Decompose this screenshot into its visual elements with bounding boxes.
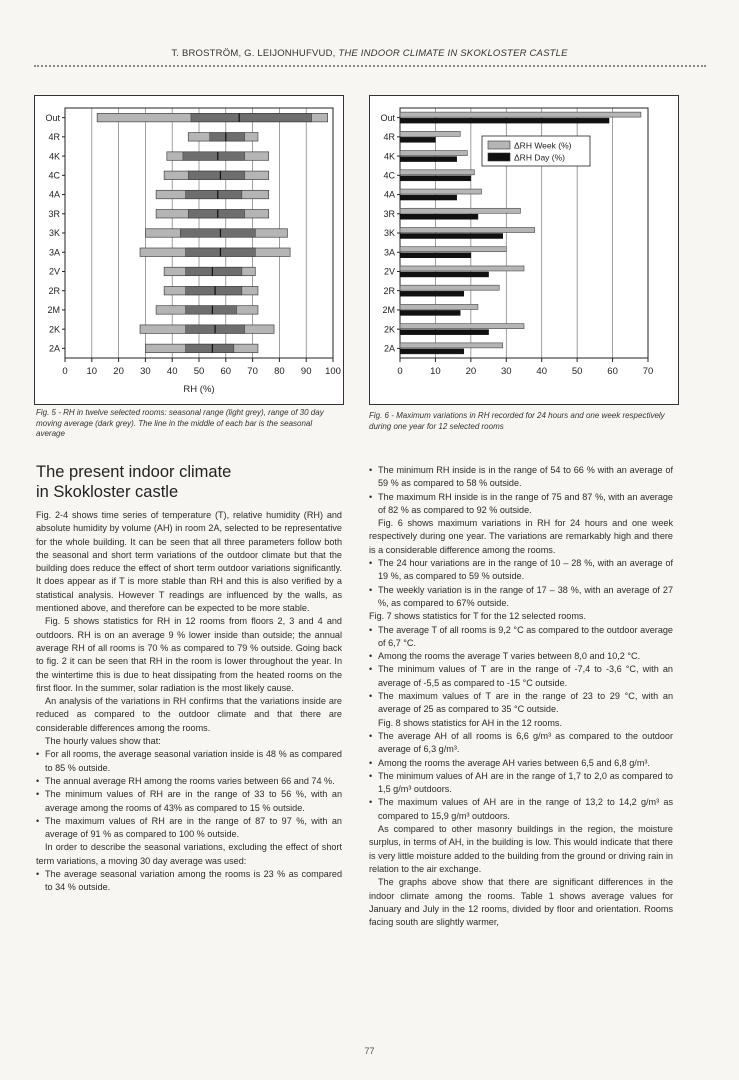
fig6-week-bar	[400, 189, 481, 194]
right-paragraph-5: The graphs above show that there are significant differences in the indoor climate among the rooms. Table 1 shows average values for January and July in the 12 rooms, divided by floor and orientation. Rooms facing south are slightly warmer,	[369, 877, 673, 928]
list-item: • For all rooms, the average seasonal variation inside is 48 % as compared to 85 % outside.	[36, 748, 342, 775]
fig5-xtick-label: 50	[193, 366, 205, 377]
fig5-xtick-label: 0	[62, 366, 68, 377]
fig6-category-label: 4R	[383, 132, 395, 143]
fig6-week-bar	[400, 151, 467, 156]
fig5-caption: Fig. 5 - RH in twelve selected rooms: seasonal range (light grey), range of 30 day moving average (dark grey). The line in the middle of each bar is the seasonal average	[36, 408, 324, 438]
fig6-day-bar	[400, 330, 489, 335]
left-bullet-list-1	[36, 748, 342, 841]
list-item: • The average T of all rooms is 9,2 °C as compared to the outdoor average of 6,7 °C.	[369, 624, 673, 651]
fig6-day-bar	[400, 214, 478, 219]
left-paragraph-3: An analysis of the variations in RH confirms that the variations inside are reduced as compared to the outdoor climate and that there are considerable differences among the rooms.	[36, 696, 342, 733]
fig6-day-bar	[400, 157, 457, 162]
fig6-xtick-label: 0	[397, 366, 403, 377]
running-head	[0, 48, 739, 59]
left-paragraph-2: Fig. 5 shows statistics for RH in 12 rooms from floors 2, 3 and 4 and outdoors. RH is on an average 9 % lower inside than outside; the annual average RH of all rooms is 70 % as compared to 79 % outside. Going back to fig. 2 it can be seen that RH in the room is lower throughout the year. In the wintertime this is due to heat dissipating from the heated rooms on the first floor. In the summer, solar radiation is the most likely cause.	[36, 616, 342, 693]
fig5-category-label: 2V	[48, 266, 60, 277]
fig6-xtick-label: 10	[430, 366, 441, 377]
fig6-week-bar	[400, 112, 641, 117]
list-item: • The average AH of all rooms is 6,6 g/m³ as compared to the outdoor average of 6,3 g/m³.	[369, 730, 673, 757]
right-column	[369, 464, 673, 929]
fig6-category-label: 4C	[383, 170, 395, 181]
fig6-day-bar	[400, 253, 471, 258]
fig6-xtick-label: 40	[536, 366, 548, 377]
list-item: • The weekly variation is in the range of 17 – 38 %, with an average of 27 %, as compared to 67% outside.	[369, 584, 673, 611]
fig5-xtick-label: 30	[140, 366, 151, 377]
fig6-week-bar	[400, 228, 535, 233]
fig6-chart	[369, 95, 679, 405]
list-item: • The minimum values of T are in the range of -7,4 to -3,6 °C, with an average of -5,5 as compared to -15 °C outside.	[369, 663, 673, 690]
header-dotted-rule	[34, 65, 706, 67]
fig5-xtick-label: 90	[300, 366, 312, 377]
fig5-xtick-label: 20	[113, 366, 124, 377]
fig5-category-label: 4R	[48, 132, 60, 143]
fig5-category-label: 4A	[48, 189, 60, 200]
list-item: • The annual average RH among the rooms varies between 66 and 74 %.	[36, 775, 342, 788]
fig6-legend-label: ΔRH Day (%)	[514, 152, 566, 163]
fig5-xtick-label: 60	[220, 366, 232, 377]
fig6-day-bar	[400, 118, 609, 123]
fig6-category-label: 2V	[383, 266, 395, 277]
section-title-line1: The present indoor climate	[36, 463, 232, 481]
list-item: • The minimum values of AH are in the range of 1,7 to 2,0 as compared to 1,5 g/m³ outdoors.	[369, 770, 673, 797]
right-bullet-list-3	[369, 624, 673, 717]
list-item: • The maximum values of T are in the range of 23 to 29 °C, with an average of 25 as compared to 35 °C outside.	[369, 690, 673, 717]
fig5-category-label: 4K	[48, 151, 60, 162]
list-item: • The average seasonal variation among the rooms is 23 % as compared to 34 % outside.	[36, 868, 342, 895]
list-item: • Among the rooms the average AH varies between 6,5 and 6,8 g/m³.	[369, 757, 673, 770]
fig6-chart-svg	[370, 96, 678, 404]
fig5-chart-svg	[35, 96, 343, 404]
fig6-day-bar	[400, 195, 457, 200]
fig5-xtick-label: 70	[247, 366, 258, 377]
fig6-week-bar	[400, 266, 524, 271]
fig5-xtick-label: 40	[166, 366, 178, 377]
fig6-week-bar	[400, 131, 460, 136]
fig6-legend-swatch	[488, 141, 510, 149]
fig6-day-bar	[400, 137, 435, 142]
list-item: • The maximum RH inside is in the range of 75 and 87 %, with an average of 82 % as compared to 92 % outside.	[369, 491, 673, 518]
fig6-xtick-label: 50	[571, 366, 583, 377]
fig5-xtick-label: 10	[86, 366, 98, 377]
right-paragraph-3: Fig. 8 shows statistics for AH in the 12 rooms.	[378, 717, 562, 728]
list-item: • Among the rooms the average T varies between 8,0 and 10,2 °C.	[369, 650, 673, 663]
fig5-moving-average-range-bar	[191, 113, 312, 121]
fig5-x-axis-label: RH (%)	[183, 384, 215, 395]
fig6-xtick-label: 70	[642, 366, 654, 377]
fig5-category-label: 2R	[48, 285, 60, 296]
right-paragraph-2: Fig. 7 shows statistics for T for the 12 selected rooms.	[369, 611, 586, 622]
fig5-moving-average-range-bar	[186, 190, 242, 198]
fig6-category-label: 2M	[382, 305, 395, 316]
section-title	[36, 462, 366, 502]
fig5-moving-average-range-bar	[183, 152, 245, 160]
fig5-category-label: 3A	[48, 247, 60, 258]
fig6-day-bar	[400, 176, 471, 181]
fig6-xtick-label: 60	[607, 366, 618, 377]
fig5-category-label: 2A	[48, 343, 60, 354]
fig6-legend-swatch	[488, 153, 510, 161]
fig5-moving-average-range-bar	[186, 306, 237, 314]
fig6-day-bar	[400, 272, 489, 277]
fig6-week-bar	[400, 208, 520, 213]
fig6-category-label: 2K	[383, 324, 395, 335]
fig6-category-label: 3K	[383, 228, 395, 239]
fig6-xtick-label: 20	[465, 366, 477, 377]
list-item: • The minimum RH inside is in the range of 54 to 66 % with an average of 59 % as compared to 58 % outside.	[369, 464, 673, 491]
right-bullet-list-1	[369, 464, 673, 517]
fig5-xtick-label: 80	[274, 366, 285, 377]
left-paragraph-1: Fig. 2-4 shows time series of temperature (T), relative humidity (RH) and absolute humidity by volume (AH) in room 2A, selected to be representative for the whole building. It can be seen that all three parameters follow both the seasonal and short term variations of the outdoor climate but that the building does reduce the effect of short term outdoor variations significantly. It does appear as if T is more stable than RH and this is also verified by a statistical analysis. However T readings are influenced by the walls, as mentioned above, and therefore can be expected to be more stable.	[36, 510, 342, 614]
fig6-week-bar	[400, 343, 503, 348]
fig6-category-label: 4K	[383, 151, 395, 162]
fig6-category-label: 3A	[383, 247, 395, 258]
fig5-chart	[34, 95, 344, 405]
fig6-week-bar	[400, 170, 474, 175]
fig6-week-bar	[400, 304, 478, 309]
fig6-day-bar	[400, 310, 460, 315]
fig6-week-bar	[400, 247, 506, 252]
left-paragraph-5: In order to describe the seasonal variations, excluding the effect of short term variations, a moving 30 day average was used:	[36, 842, 342, 866]
right-bullet-list-4	[369, 730, 673, 823]
fig6-day-bar	[400, 349, 464, 354]
fig6-category-label: 3R	[383, 208, 395, 219]
fig6-category-label: 2A	[383, 343, 395, 354]
fig6-category-label: Out	[380, 112, 395, 123]
fig5-moving-average-range-bar	[188, 171, 244, 179]
header-authors: T. BROSTRÖM, G. LEIJONHUFVUD,	[171, 48, 336, 59]
list-item: • The maximum values of RH are in the range of 87 to 97 %, with an average of 91 % as compared to 100 % outside.	[36, 815, 342, 842]
fig5-xtick-label: 100	[325, 366, 341, 377]
fig5-category-label: 2K	[48, 324, 60, 335]
list-item: • The minimum values of RH are in the range of 33 to 56 %, with an average among the rooms of 43% as compared to 15 % outside.	[36, 788, 342, 815]
fig6-legend-label: ΔRH Week (%)	[514, 140, 572, 151]
fig6-week-bar	[400, 285, 499, 290]
right-bullet-list-2	[369, 557, 673, 610]
fig5-category-label: 3R	[48, 208, 60, 219]
left-bullet-list-2	[36, 868, 342, 895]
page-number: 77	[364, 1046, 375, 1056]
fig5-category-label: 2M	[47, 305, 60, 316]
fig6-week-bar	[400, 324, 524, 329]
header-title: THE INDOOR CLIMATE IN SKOKLOSTER CASTLE	[338, 48, 568, 59]
fig5-moving-average-range-bar	[186, 286, 242, 294]
fig5-moving-average-range-bar	[186, 267, 242, 275]
fig5-category-label: 3K	[48, 228, 60, 239]
right-paragraph-4: As compared to other masonry buildings in the region, the moisture surplus, in terms of AH, in the building is low. This would indicate that there is very little moisture added to the building from the ground or driving rain in relation to the air exchange.	[369, 824, 673, 874]
fig6-day-bar	[400, 234, 503, 239]
left-column	[36, 509, 342, 895]
fig5-moving-average-range-bar	[188, 210, 244, 218]
fig6-category-label: 4A	[383, 189, 395, 200]
fig6-day-bar	[400, 291, 464, 296]
fig5-moving-average-range-bar	[180, 229, 255, 237]
fig5-category-label: 4C	[48, 170, 60, 181]
fig5-category-label: Out	[45, 112, 60, 123]
fig6-xtick-label: 30	[500, 366, 512, 377]
left-paragraph-4: The hourly values show that:	[45, 736, 161, 747]
list-item: • The 24 hour variations are in the range of 10 – 28 %, with an average of 19 %, as compared to 59 % outside.	[369, 557, 673, 584]
section-title-line2: in Skokloster castle	[36, 483, 179, 501]
fig6-caption: Fig. 6 - Maximum variations in RH recorded for 24 hours and one week respectively during one year for 12 selected rooms	[369, 411, 665, 431]
right-paragraph-1: Fig. 6 shows maximum variations in RH for 24 hours and one week respectively during one year. The variations are remarkably high and there is a considerable difference among the rooms.	[369, 518, 673, 555]
fig5-moving-average-range-bar	[210, 133, 245, 141]
fig5-moving-average-range-bar	[186, 344, 234, 352]
list-item: • The maximum values of AH are in the range of 13,2 to 14,2 g/m³ as compared to 15,9 g/m³ outdoors.	[369, 796, 673, 823]
fig6-category-label: 2R	[383, 285, 395, 296]
